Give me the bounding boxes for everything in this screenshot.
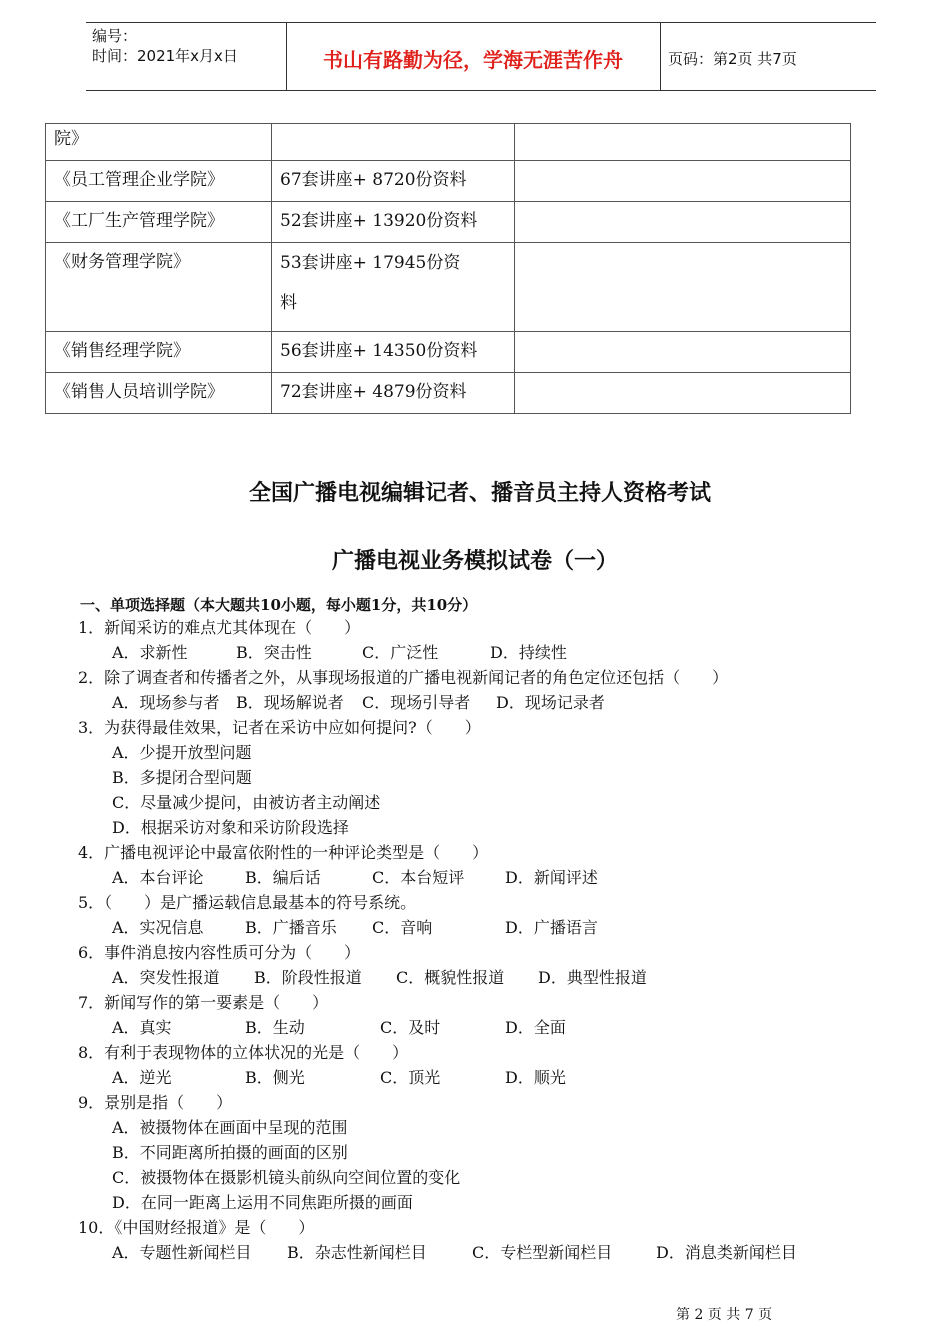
table-cell-name: 《财务管理学院》 (46, 243, 272, 332)
question-option: A．实况信息 (112, 918, 204, 937)
table-cell-extra (515, 161, 851, 202)
question-stem: 9．景别是指（ ） (78, 1093, 233, 1112)
question-option: D．广播语言 (505, 918, 598, 937)
question-option: A．突发性报道 (112, 968, 220, 987)
page-footer: 第 2 页 共 7 页 (676, 1307, 773, 1323)
question-option: D．消息类新闻栏目 (656, 1243, 797, 1262)
question-option: C．专栏型新闻栏目 (472, 1243, 613, 1262)
question-option: D．新闻评述 (505, 868, 598, 887)
header-bottom-rule (86, 90, 876, 91)
question-option: D．全面 (505, 1018, 566, 1037)
question-option: C．音响 (372, 918, 433, 937)
table-row (46, 373, 851, 414)
header-motto: 书山有路勤为径，学海无涯苦作舟 (323, 48, 623, 72)
question-option: C．概貌性报道 (396, 968, 505, 987)
question-option: C．被摄物体在摄影机镜头前纵向空间位置的变化 (112, 1168, 461, 1187)
question-option: D．在同一距离上运用不同焦距所摄的画面 (112, 1193, 413, 1212)
table-cell-extra (515, 243, 851, 332)
question-option: C．及时 (380, 1018, 441, 1037)
table-cell-name: 《员工管理企业学院》 (46, 161, 272, 202)
table-cell-extra (515, 202, 851, 243)
table-cell-desc (272, 243, 515, 332)
question-option: A．专题性新闻栏目 (112, 1243, 252, 1262)
table-row (46, 124, 851, 161)
question-option: D．根据采访对象和采访阶段选择 (112, 818, 349, 837)
question-option: D．现场记录者 (496, 693, 605, 712)
question-option: C．本台短评 (372, 868, 465, 887)
question-stem: 8．有利于表现物体的立体状况的光是（ ） (78, 1043, 409, 1062)
table-cell-desc-line: 料 (280, 293, 297, 313)
question-option: C．广泛性 (362, 643, 439, 662)
question-stem: 6．事件消息按内容性质可分为（ ） (78, 943, 361, 962)
question-stem: 5．（ ）是广播运载信息最基本的符号系统。 (78, 893, 417, 912)
question-option: C．现场引导者 (362, 693, 471, 712)
header-divider (286, 22, 287, 91)
question-option: B．侧光 (245, 1068, 305, 1087)
table-row (46, 161, 851, 202)
header-time-label: 时间：2021年x月x日 (92, 47, 238, 65)
question-option: B．阶段性报道 (254, 968, 362, 987)
question-option: A．少提开放型问题 (112, 743, 252, 762)
question-stem: 1．新闻采访的难点尤其体现在（ ） (78, 618, 361, 637)
question-option: B．广播音乐 (245, 918, 337, 937)
question-option: D．持续性 (490, 643, 567, 662)
table-cell-name: 《工厂生产管理学院》 (46, 202, 272, 243)
table-cell-name: 《销售人员培训学院》 (46, 373, 272, 414)
table-cell-desc: 52套讲座+ 13920份资料 (272, 202, 515, 243)
section-heading: 一、单项选择题（本大题共10小题，每小题1分，共10分） (80, 596, 478, 614)
table-cell-desc-line: 53套讲座+ 17945份资 (280, 253, 461, 273)
table-cell-desc (272, 124, 515, 161)
question-option: B．生动 (245, 1018, 305, 1037)
question-option: B．编后话 (245, 868, 321, 887)
table-cell-desc: 56套讲座+ 14350份资料 (272, 332, 515, 373)
header-number-label: 编号： (92, 27, 138, 45)
question-stem: 10．《中国财经报道》是（ ） (78, 1218, 315, 1237)
header-divider (660, 22, 661, 91)
question-option: B．不同距离所拍摄的画面的区别 (112, 1143, 348, 1162)
question-option: A．逆光 (112, 1068, 172, 1087)
table-row (46, 243, 851, 332)
question-option: B．多提闭合型问题 (112, 768, 252, 787)
question-option: C．尽量减少提问，由被访者主动阐述 (112, 793, 381, 812)
resource-table (45, 123, 851, 414)
question-stem: 7．新闻写作的第一要素是（ ） (78, 993, 329, 1012)
table-row (46, 332, 851, 373)
question-option: D．顺光 (505, 1068, 566, 1087)
table-cell-extra (515, 124, 851, 161)
question-stem: 3．为获得最佳效果，记者在采访中应如何提问?（ ） (78, 718, 481, 737)
question-option: A．被摄物体在画面中呈现的范围 (112, 1118, 348, 1137)
table-cell-name: 《销售经理学院》 (46, 332, 272, 373)
question-option: B．突击性 (236, 643, 312, 662)
question-stem: 4．广播电视评论中最富依附性的一种评论类型是（ ） (78, 843, 489, 862)
question-option: B．现场解说者 (236, 693, 344, 712)
table-row (46, 202, 851, 243)
table-cell-extra (515, 332, 851, 373)
question-option: C．顶光 (380, 1068, 441, 1087)
header-meta (92, 26, 238, 66)
header-page-label: 页码：第2页 共7页 (668, 50, 797, 68)
table-cell-desc: 72套讲座+ 4879份资料 (272, 373, 515, 414)
table-cell-name: 院》 (46, 124, 272, 161)
question-option: D．典型性报道 (538, 968, 647, 987)
question-option: A．现场参与者 (112, 693, 220, 712)
exam-title: 全国广播电视编辑记者、播音员主持人资格考试 (248, 480, 711, 506)
question-stem: 2．除了调查者和传播者之外，从事现场报道的广播电视新闻记者的角色定位还包括（ ） (78, 668, 729, 687)
paper-title: 广播电视业务模拟试卷（一） (331, 548, 618, 574)
question-option: A．本台评论 (112, 868, 204, 887)
question-option: A．真实 (112, 1018, 172, 1037)
header-top-rule (86, 22, 876, 23)
question-option: A．求新性 (112, 643, 188, 662)
table-cell-extra (515, 373, 851, 414)
table-cell-desc: 67套讲座+ 8720份资料 (272, 161, 515, 202)
question-option: B．杂志性新闻栏目 (287, 1243, 427, 1262)
